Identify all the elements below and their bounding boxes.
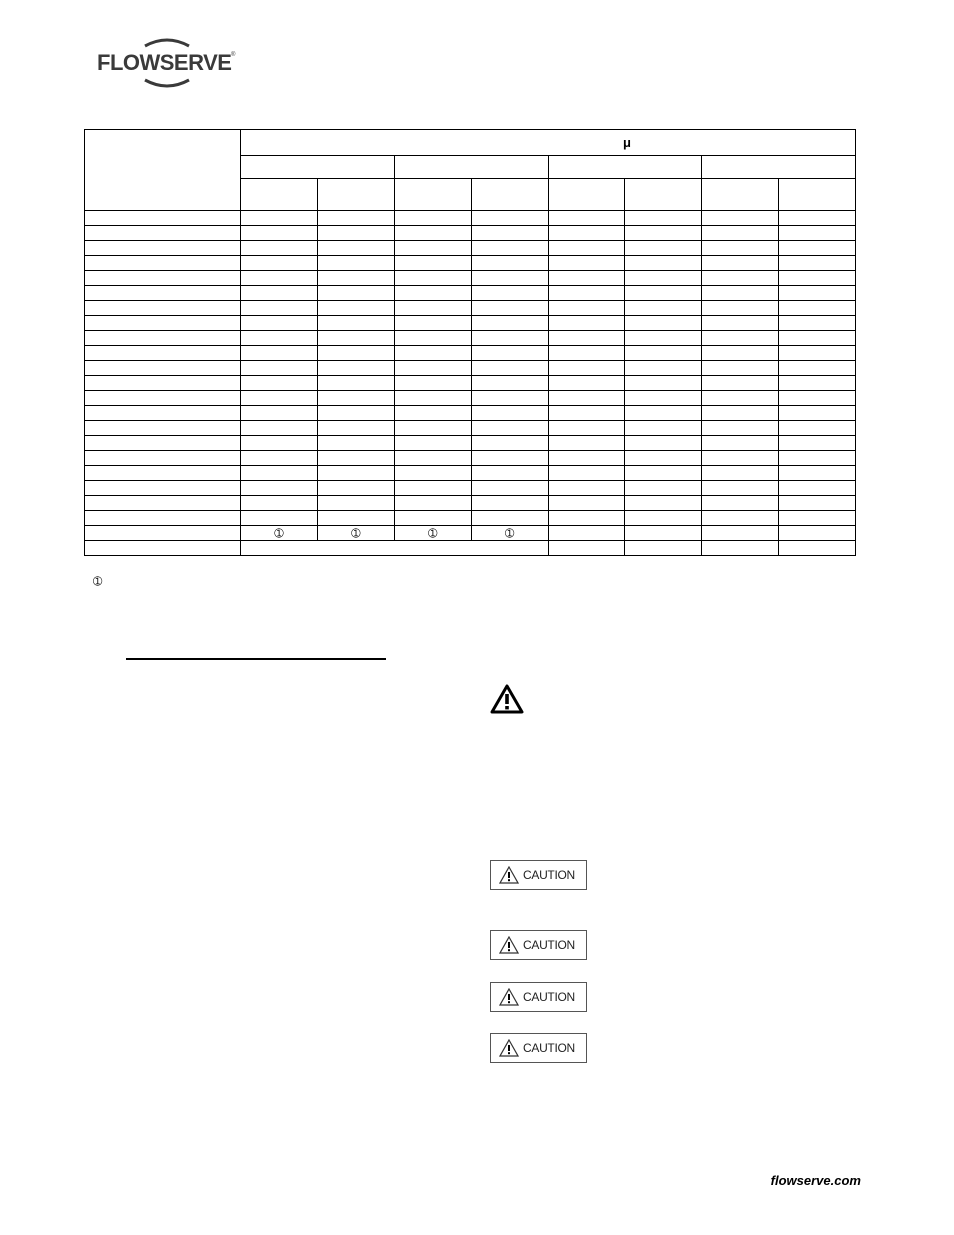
table-cell [702,496,779,511]
table-cell [702,511,779,526]
table-cell [85,496,241,511]
table-cell [548,211,625,226]
table-cell [548,391,625,406]
table-cell [394,256,471,271]
table-cell [702,526,779,541]
table-row-marker [85,526,856,541]
table-cell [548,361,625,376]
table-cell [702,541,779,556]
table-cell [241,256,318,271]
table-cell [548,511,625,526]
table-cell [548,226,625,241]
table-cell [779,406,856,421]
table-cell [85,331,241,346]
table-cell [241,271,318,286]
table-cell [85,481,241,496]
table-cell [241,481,318,496]
table-cell [625,301,702,316]
footnote-ref-cell: ➀ [471,526,548,541]
table-cell [471,406,548,421]
table-cell [317,286,394,301]
table-cell [471,466,548,481]
table-cell [625,421,702,436]
table-cell [394,211,471,226]
table-cell [702,481,779,496]
table-cell [394,301,471,316]
table-cell [85,211,241,226]
table-cell [85,301,241,316]
table-row [85,301,856,316]
table-cell [779,541,856,556]
table-cell [779,301,856,316]
caution-badge [490,860,587,890]
table-cell [548,466,625,481]
table-cell [625,316,702,331]
unit-header [241,130,856,156]
caution-label: CAUTION [523,1041,575,1055]
table-cell [471,496,548,511]
table-cell [625,541,702,556]
table-cell [317,211,394,226]
caution-triangle-icon [499,1039,519,1057]
table-cell [702,436,779,451]
table-cell [394,511,471,526]
table-cell [85,541,241,556]
table-cell [85,391,241,406]
table-cell [394,331,471,346]
table-cell [241,286,318,301]
table-cell [471,346,548,361]
table-cell [394,406,471,421]
table-cell [702,406,779,421]
table-cell [317,256,394,271]
table-cell [85,436,241,451]
table-cell [471,241,548,256]
table-row [85,316,856,331]
table-cell [85,241,241,256]
subheader-cell [625,179,702,211]
table-cell [317,226,394,241]
warning-triangle-icon [489,683,525,715]
table-cell [625,211,702,226]
table-cell [702,421,779,436]
table-cell [471,361,548,376]
table-cell [548,301,625,316]
table-cell [471,376,548,391]
caution-triangle-icon [499,936,519,954]
logo-registered-mark: ® [231,52,236,58]
table-cell [702,346,779,361]
caution-badge [490,982,587,1012]
table-cell [548,286,625,301]
table-cell [702,451,779,466]
caution-label: CAUTION [523,868,575,882]
table-cell [394,496,471,511]
table-row-last [85,541,856,556]
table-cell [548,436,625,451]
table-cell [702,466,779,481]
table-header-row [85,130,856,156]
table-cell [548,496,625,511]
table-cell [779,466,856,481]
table-cell [317,331,394,346]
flowserve-logo [97,38,237,90]
table-cell [85,271,241,286]
table-cell [779,526,856,541]
table-cell [625,511,702,526]
table-cell [317,301,394,316]
table-cell [779,421,856,436]
table-cell [779,286,856,301]
table-cell [625,466,702,481]
caution-triangle-icon [499,988,519,1006]
table-cell [241,511,318,526]
table-cell [317,451,394,466]
table-cell [548,481,625,496]
table-cell [317,241,394,256]
table-cell [548,271,625,286]
caution-label: CAUTION [523,938,575,952]
table-cell [779,496,856,511]
table-cell [702,316,779,331]
subheader-cell [394,179,471,211]
table-cell [241,451,318,466]
table-cell [625,271,702,286]
table-cell [85,346,241,361]
table-cell [779,316,856,331]
table-row [85,376,856,391]
table-cell [317,436,394,451]
table-cell [625,346,702,361]
table-footnote-marker: ➀ [93,576,103,588]
subheader-cell [548,179,625,211]
table-cell [241,406,318,421]
table-cell [471,301,548,316]
table-body [85,211,856,526]
table-cell [85,316,241,331]
group-header [548,156,702,179]
table-row [85,211,856,226]
table-cell [625,496,702,511]
table-cell [394,376,471,391]
table-row [85,466,856,481]
table-cell [85,466,241,481]
table-cell [317,271,394,286]
table-cell [241,436,318,451]
table-cell [241,301,318,316]
table-row [85,241,856,256]
table-cell [85,511,241,526]
table-cell [625,406,702,421]
table-cell [779,361,856,376]
table-row [85,271,856,286]
table-cell [625,331,702,346]
table-cell [625,451,702,466]
table-cell [779,271,856,286]
caution-badge [490,1033,587,1063]
table-cell [625,241,702,256]
table-cell [241,496,318,511]
group-header [394,156,548,179]
table-cell [394,466,471,481]
table-cell [548,256,625,271]
table-cell [779,226,856,241]
table-cell [85,361,241,376]
table-cell [702,361,779,376]
table-cell [394,421,471,436]
table-cell [548,376,625,391]
table-cell [85,256,241,271]
table-cell [471,421,548,436]
caution-label: CAUTION [523,990,575,1004]
table-cell [548,421,625,436]
table-cell [241,241,318,256]
merged-cell [241,541,549,556]
table-cell [779,511,856,526]
table-cell [85,376,241,391]
table-cell [702,241,779,256]
table-cell [779,451,856,466]
table-cell [471,331,548,346]
table-cell [471,511,548,526]
table-cell [317,361,394,376]
footnote-ref-cell: ➀ [241,526,318,541]
subheader-cell [317,179,394,211]
table-cell [317,481,394,496]
table-cell [394,316,471,331]
table-cell [625,376,702,391]
table-row [85,346,856,361]
table-cell [317,391,394,406]
row-label-header [85,130,241,211]
table-cell [85,286,241,301]
footer-website: flowserve.com [770,1173,861,1188]
table-cell [702,226,779,241]
table-cell [241,421,318,436]
table-cell [241,211,318,226]
table-cell [471,391,548,406]
table-cell [394,481,471,496]
table-cell [471,286,548,301]
table-cell [548,451,625,466]
table-cell [317,466,394,481]
table-cell [394,391,471,406]
table-cell [317,316,394,331]
group-header [241,156,395,179]
caution-badge [490,930,587,960]
table-cell [702,391,779,406]
table-cell [625,226,702,241]
table-cell [241,331,318,346]
table-cell [85,226,241,241]
table-cell [394,286,471,301]
table-cell [241,316,318,331]
table-row [85,511,856,526]
table-row [85,286,856,301]
table-row [85,256,856,271]
table-cell [779,346,856,361]
table-cell [394,451,471,466]
table-cell [548,316,625,331]
table-cell [548,241,625,256]
table-cell [779,481,856,496]
table-cell [702,271,779,286]
table-cell [548,526,625,541]
table-cell [317,511,394,526]
table-cell [394,226,471,241]
table-cell [779,331,856,346]
table-cell [702,256,779,271]
table-row [85,391,856,406]
logo-wordmark: FLOWSERVE [97,50,232,75]
table-cell [471,316,548,331]
table-cell [702,211,779,226]
subheader-cell [241,179,318,211]
subheader-cell [779,179,856,211]
table-cell [625,391,702,406]
table-cell [317,421,394,436]
section-heading-underline [126,658,386,660]
footnote-ref-cell: ➀ [394,526,471,541]
table-cell [241,391,318,406]
table-cell [779,256,856,271]
table-cell [317,346,394,361]
table-row [85,331,856,346]
table-cell [625,526,702,541]
table-cell [241,376,318,391]
table-cell [394,346,471,361]
micron-symbol: μ [623,135,631,150]
table-cell [702,376,779,391]
table-cell [85,421,241,436]
table-cell [548,331,625,346]
table-cell [85,451,241,466]
table-cell [779,436,856,451]
table-cell [625,256,702,271]
subheader-cell [702,179,779,211]
table-cell [471,211,548,226]
table-cell [394,271,471,286]
table-cell [317,406,394,421]
table-cell [241,361,318,376]
table-cell [548,406,625,421]
table-row [85,361,856,376]
table-cell [241,346,318,361]
table-row [85,406,856,421]
table-cell [471,271,548,286]
table-cell [779,241,856,256]
data-table [84,129,856,556]
table-cell [241,466,318,481]
subheader-cell [471,179,548,211]
table-row [85,436,856,451]
table-row [85,481,856,496]
table-cell [241,226,318,241]
table-cell [702,331,779,346]
group-header [702,156,856,179]
table-row [85,496,856,511]
table-cell [317,376,394,391]
table-cell [394,241,471,256]
table-cell [702,301,779,316]
table-cell [625,361,702,376]
table-cell [625,286,702,301]
footnote-ref-cell: ➀ [317,526,394,541]
table-cell [625,481,702,496]
table-cell [85,526,241,541]
table-cell [779,376,856,391]
table-row [85,421,856,436]
table-cell [702,286,779,301]
table-row [85,226,856,241]
table-cell [394,361,471,376]
table-cell [471,481,548,496]
table-cell [85,406,241,421]
table-cell [471,256,548,271]
table-cell [548,541,625,556]
table-cell [471,436,548,451]
caution-triangle-icon [499,866,519,884]
table-cell [471,226,548,241]
table-cell [548,346,625,361]
table-cell [317,496,394,511]
table-cell [471,451,548,466]
table-row [85,451,856,466]
table-cell [779,391,856,406]
table-cell [779,211,856,226]
table-cell [625,436,702,451]
table-cell [394,436,471,451]
